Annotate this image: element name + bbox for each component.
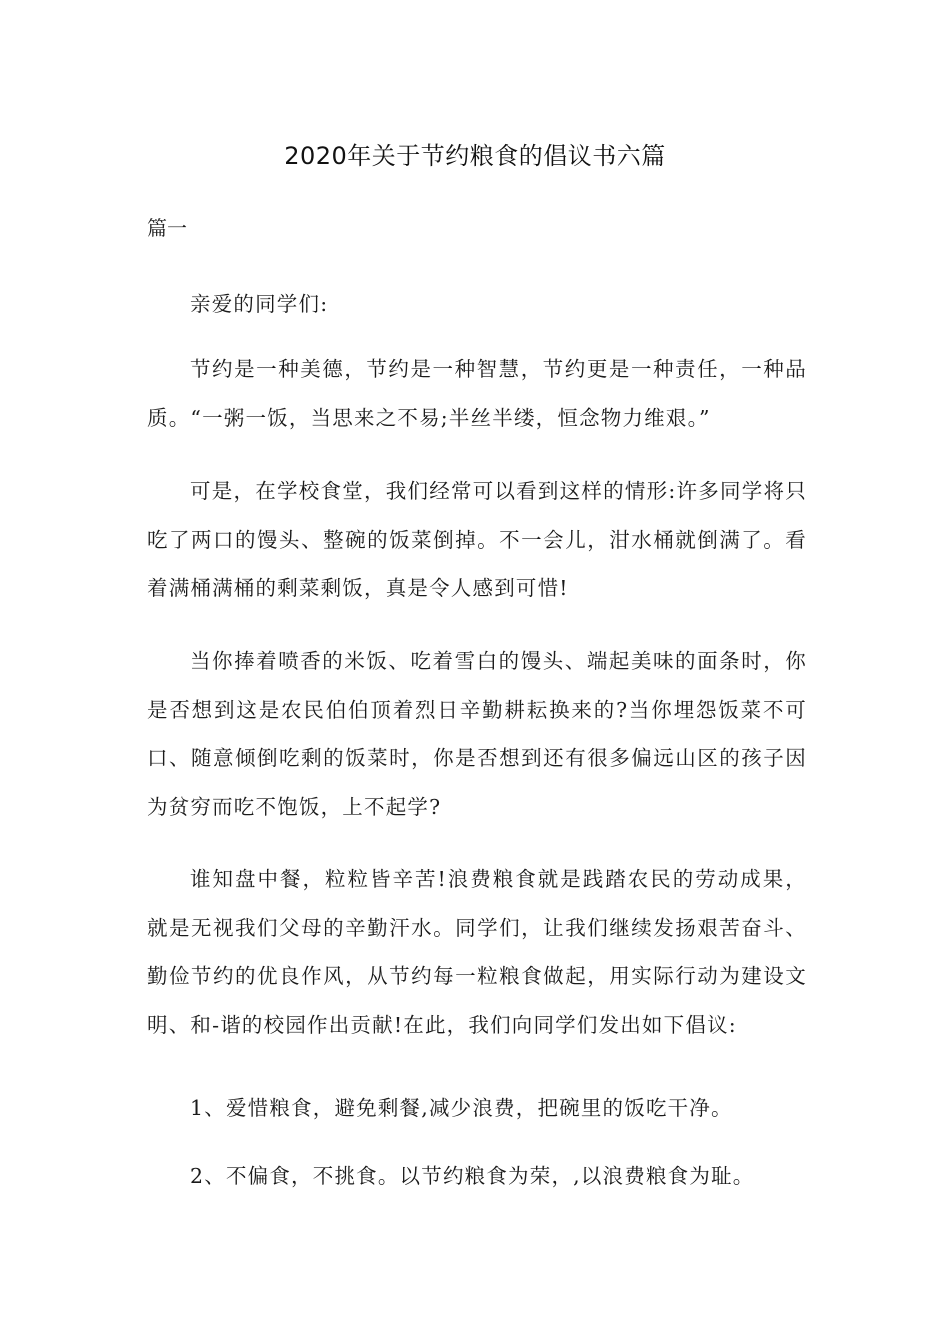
document-title: 2020年关于节约粮食的倡议书六篇 <box>284 142 666 170</box>
body-paragraph: 谁知盘中餐，粒粒皆辛苦!浪费粮食就是践踏农民的劳动成果，就是无视我们父母的辛勤汗水。同学们，让我们继续发扬艰苦奋斗、勤俭节约的优良作风，从节约每一粒粮食做起，用实际行动为建设文明、和-谐的校园作出贡献!在此，我们向同学们发出如下倡议: <box>147 867 807 1037</box>
section-label: 篇一 <box>147 216 187 240</box>
body-paragraph: 可是，在学校食堂，我们经常可以看到这样的情形:许多同学将只吃了两口的馒头、整碗的饭菜倒掉。不一会儿，泔水桶就倒满了。看着满桶满桶的剩菜剩饭，真是令人感到可惜! <box>147 479 807 600</box>
body-paragraph: 节约是一种美德，节约是一种智慧，节约更是一种责任，一种品质。“一粥一饭，当思来之不易;半丝半缕，恒念物力维艰。” <box>147 357 807 430</box>
salutation-paragraph: 亲爱的同学们: <box>190 292 329 316</box>
proposal-item: 2、不偏食，不挑食。以节约粮食为荣，,以浪费粮食为耻。 <box>190 1164 755 1188</box>
proposal-item: 1、爱惜粮食，避免剩餐,减少浪费，把碗里的饭吃干净。 <box>190 1096 733 1120</box>
body-paragraph: 当你捧着喷香的米饭、吃着雪白的馒头、端起美味的面条时，你是否想到这是农民伯伯顶着烈日辛勤耕耘换来的?当你埋怨饭菜不可口、随意倾倒吃剩的饭菜时，你是否想到还有很多偏远山区的孩子因为贫穷而吃不饱饭，上不起学? <box>147 649 807 819</box>
